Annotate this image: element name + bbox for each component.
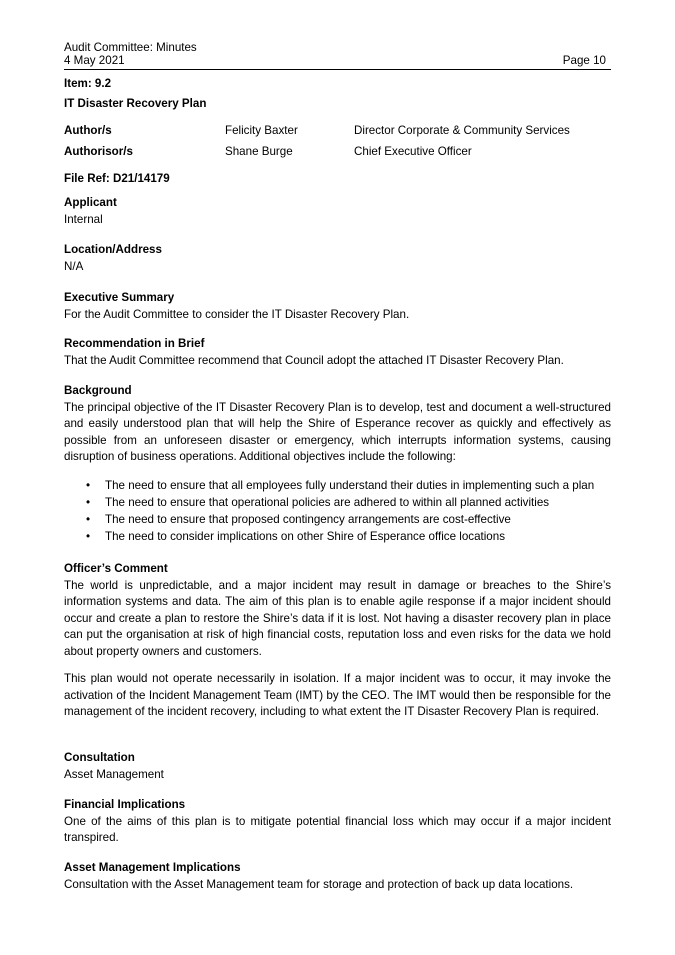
officers-comment-paragraph-1: The world is unpredictable, and a major incident may result in damage or breaches to the Shire’s information systems and data. The aim of this plan is to enable agile response if a major incident should occur and create a plan to restore the Shire’s data if it is lost. Not having a disaster recovery plan in place can put the organisation at risk of high financial costs, reputation loss and even risks for the data we hold about property owners and customers. — [64, 578, 611, 658]
recommendation-heading: Recommendation in Brief — [64, 337, 205, 350]
officers-comment-heading: Officer’s Comment — [64, 562, 168, 575]
applicant-text: Internal — [64, 212, 103, 226]
document-page — [64, 40, 611, 891]
officers-comment-paragraph-2: This plan would not operate necessarily in isolation. If a major incident was to occur, it may invoke the activation of the Incident Management Team (IMT) by the CEO. The IMT would then be responsible for the management of the incident recovery, including to what extent the IT Disaster Recovery Plan is required. — [64, 672, 611, 718]
location-text: N/A — [64, 259, 84, 273]
applicant-heading: Applicant — [64, 196, 117, 209]
list-item — [64, 529, 611, 546]
background-text: The principal objective of the IT Disaster Recovery Plan is to develop, test and document a well-structured and easily understood plan that will help the Shire of Esperance recover as quickly and effectively as possible from an unforeseen disaster or emergency, which interrupts information systems, causing disruption of business operations. Additional objectives include the following: — [64, 400, 611, 463]
location-heading: Location/Address — [64, 243, 162, 256]
financial-section — [64, 797, 611, 847]
executive-summary-text: For the Audit Committee to consider the IT Disaster Recovery Plan. — [64, 307, 410, 321]
author-name: Felicity Baxter — [225, 124, 298, 137]
list-item — [64, 478, 611, 495]
executive-summary-heading: Executive Summary — [64, 291, 175, 304]
bullet-glyph: • — [86, 496, 91, 509]
authorisor-row — [64, 144, 611, 160]
report-title: IT Disaster Recovery Plan — [64, 97, 207, 110]
author-row — [64, 123, 611, 139]
page-header — [64, 40, 611, 70]
recommendation-section — [64, 336, 611, 369]
list-item-text: The need to consider implications on other Shire of Esperance office locations — [105, 530, 506, 543]
list-item — [64, 512, 611, 529]
objectives-list — [64, 478, 611, 546]
bullet-glyph: • — [86, 479, 91, 492]
asset-management-heading: Asset Management Implications — [64, 861, 241, 874]
officers-comment-section — [64, 561, 611, 660]
asset-management-section — [64, 860, 611, 893]
authorisor-name: Shane Burge — [225, 145, 293, 158]
list-item-text: The need to ensure that proposed contingency arrangements are cost-effective — [105, 513, 511, 526]
recommendation-text: That the Audit Committee recommend that Council adopt the attached IT Disaster Recovery Plan. — [64, 353, 564, 367]
header-date: 4 May 2021 — [64, 54, 125, 67]
list-item-text: The need to ensure that all employees fully understand their duties in implementing such a plan — [105, 479, 595, 492]
header-title: Audit Committee: Minutes — [64, 41, 197, 54]
bullet-glyph: • — [86, 530, 91, 543]
asset-management-text: Consultation with the Asset Management team for storage and protection of back up data locations. — [64, 877, 574, 891]
consultation-text: Asset Management — [64, 767, 164, 781]
authorisor-role: Chief Executive Officer — [354, 145, 472, 158]
file-reference: File Ref: D21/14179 — [64, 172, 170, 185]
financial-heading: Financial Implications — [64, 798, 186, 811]
background-heading: Background — [64, 384, 132, 397]
page-number: Page 10 — [562, 54, 606, 67]
item-number: Item: 9.2 — [64, 77, 112, 90]
consultation-heading: Consultation — [64, 751, 135, 764]
executive-summary-section — [64, 290, 611, 323]
list-item-text: The need to ensure that operational policies are adhered to within all planned activities — [105, 496, 550, 509]
location-section — [64, 242, 611, 275]
officers-comment-continued — [64, 671, 611, 721]
bullet-glyph: • — [86, 513, 91, 526]
objectives-list-section — [64, 478, 611, 546]
author-role: Director Corporate & Community Services — [354, 124, 570, 137]
background-section — [64, 383, 611, 466]
financial-text: One of the aims of this plan is to mitigate potential financial loss which may occur if a major incident transpired. — [64, 814, 611, 844]
consultation-section — [64, 750, 611, 783]
authorisor-label: Authorisor/s — [64, 145, 133, 158]
author-label: Author/s — [64, 124, 112, 137]
list-item — [64, 495, 611, 512]
applicant-section — [64, 195, 611, 228]
